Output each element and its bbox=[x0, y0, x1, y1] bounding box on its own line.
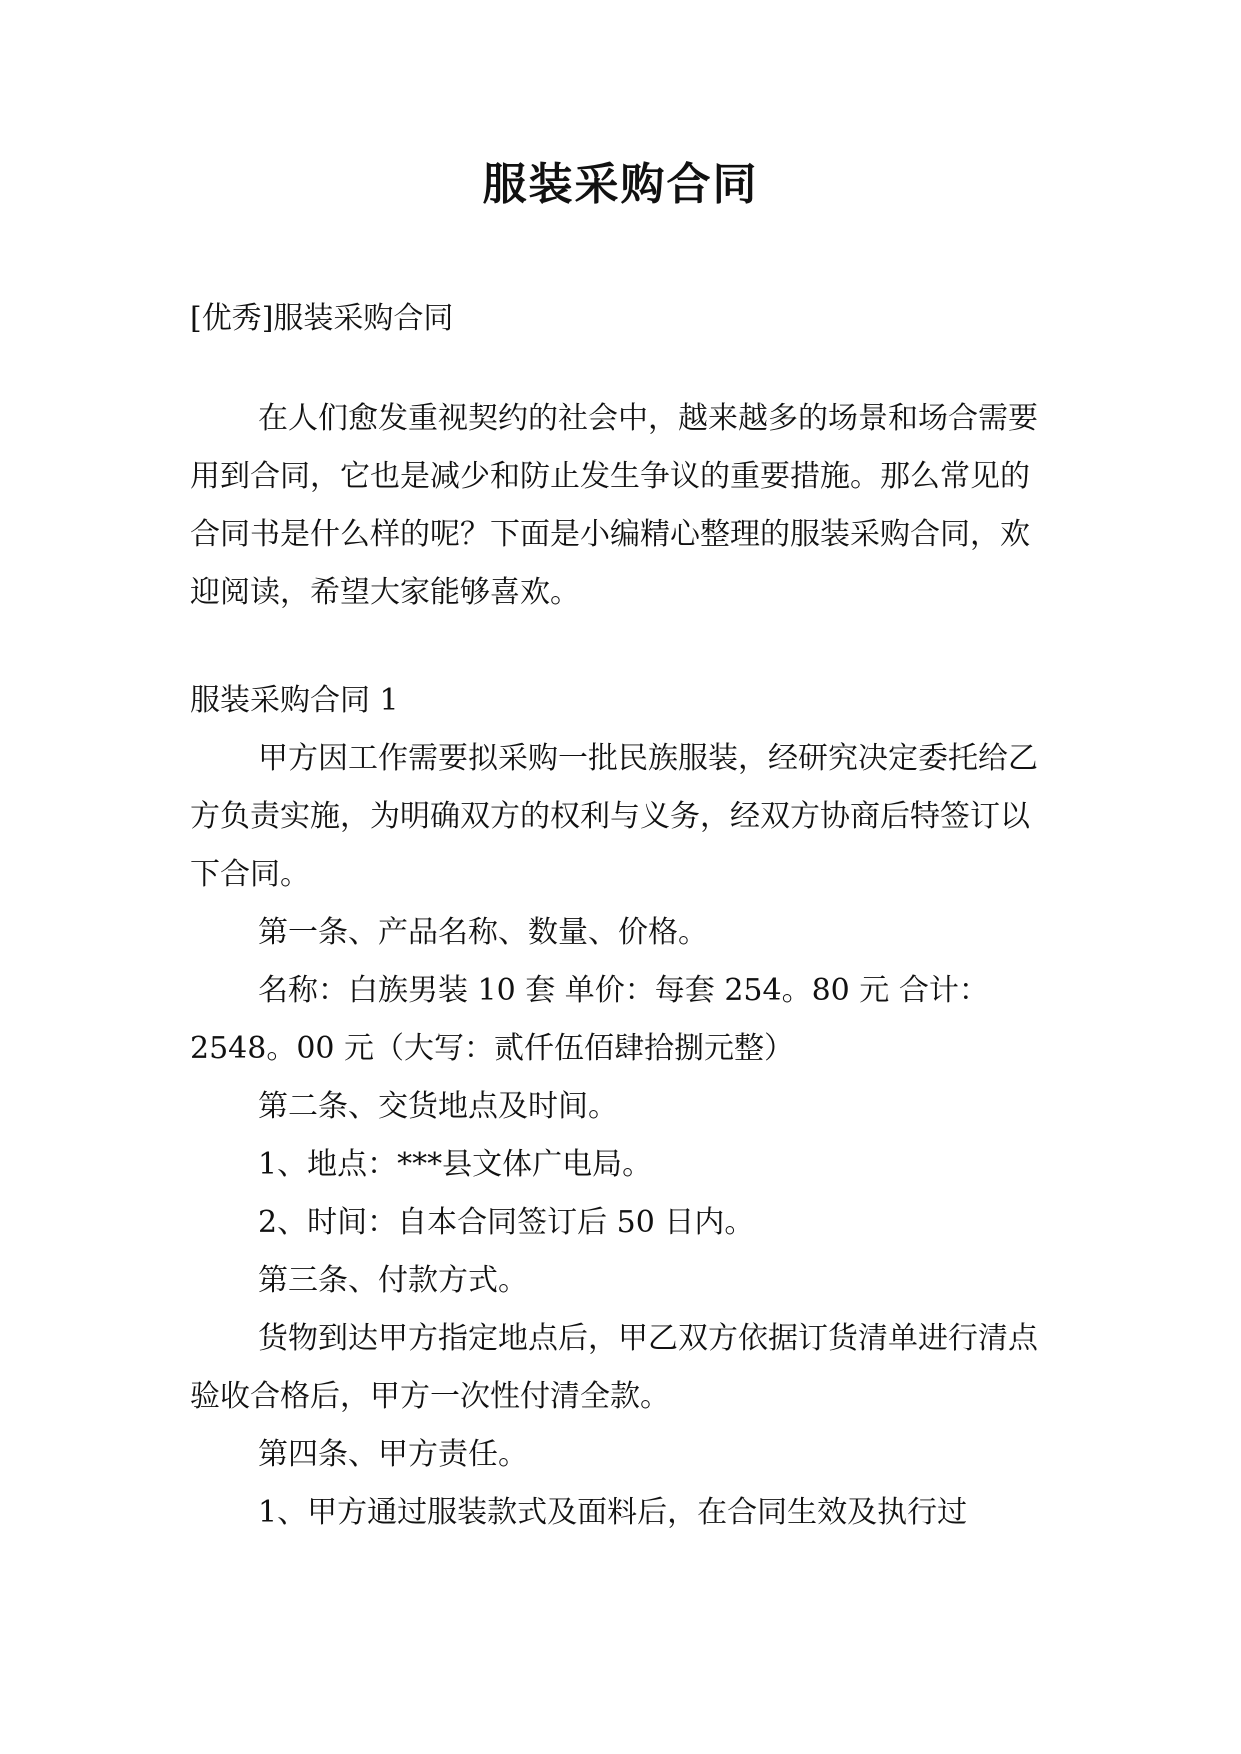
document-title: 服装采购合同 bbox=[482, 159, 759, 210]
article-heading: 第四条、甲方责任。 bbox=[258, 1437, 528, 1472]
document-subtitle: [优秀]服装采购合同 bbox=[190, 301, 454, 336]
intro-paragraph: 在人们愈发重视契约的社会中，越来越多的场景和场合需要用到合同，它也是减少和防止发生争议的重要措施。那么常见的合同书是什么样的呢？下面是小编精心整理的服装采购合同，欢迎阅读，希望大家能够喜欢。 bbox=[190, 401, 1038, 610]
contract-paragraph: 货物到达甲方指定地点后，甲乙双方依据订货清单进行清点验收合格后，甲方一次性付清全款。 bbox=[190, 1321, 1038, 1414]
section-heading: 服装采购合同 1 bbox=[190, 683, 399, 718]
contract-paragraph: 名称：白族男装 10 套 单价：每套 254。80 元 合计：2548。00 元（大写：贰仟伍佰肆拾捌元整） bbox=[190, 973, 989, 1066]
article-heading: 第一条、产品名称、数量、价格。 bbox=[258, 915, 708, 950]
document-body bbox=[190, 290, 1055, 1542]
contract-clause: 1、地点：***县文体广电局。 bbox=[258, 1147, 653, 1182]
article-heading: 第二条、交货地点及时间。 bbox=[258, 1089, 618, 1124]
contract-paragraph: 甲方因工作需要拟采购一批民族服装，经研究决定委托给乙方负责实施，为明确双方的权利与义务，经双方协商后特签订以下合同。 bbox=[190, 741, 1038, 892]
contract-clause: 1、甲方通过服装款式及面料后，在合同生效及执行过 bbox=[258, 1495, 968, 1530]
article-heading: 第三条、付款方式。 bbox=[258, 1263, 528, 1298]
contract-clause: 2、时间：自本合同签订后 50 日内。 bbox=[258, 1205, 755, 1240]
